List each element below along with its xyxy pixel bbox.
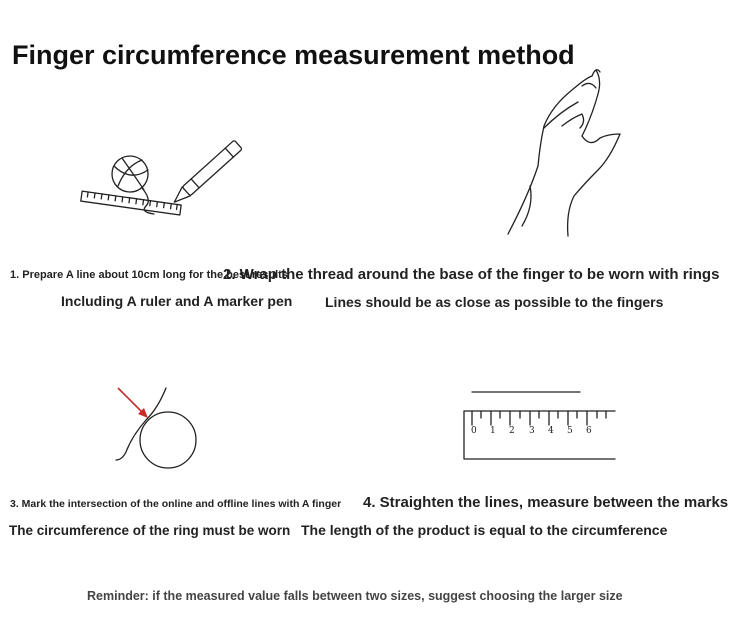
step-1-line2: Including A ruler and A marker pen — [61, 293, 293, 309]
page-title: Finger circumference measurement method — [12, 40, 575, 70]
ruler-number: 0 — [471, 426, 477, 436]
step-3-line1: 3. Mark the intersection of the online and offline lines with A finger — [10, 498, 342, 510]
ruler-number: 6 — [586, 426, 592, 436]
ruler-number: 4 — [548, 426, 554, 436]
step-1-line1: 1. Prepare A line about 10cm long for the best results — [10, 269, 288, 281]
step-4-line2: The length of the product is equal to the circumference — [301, 522, 668, 538]
ruler-number: 1 — [490, 426, 496, 436]
tools-illustration — [70, 130, 260, 230]
ruler-number: 2 — [509, 426, 515, 436]
ruler-number: 3 — [529, 426, 535, 436]
step-2-line2: Lines should be as close as possible to the fingers — [325, 294, 664, 310]
hand-illustration — [500, 66, 630, 241]
step-4-line1: 4. Straighten the lines, measure between the marks — [363, 494, 729, 511]
reminder-note: Reminder: if the measured value falls between two sizes, suggest choosing the larger size — [87, 589, 623, 603]
mark-illustration — [110, 380, 210, 480]
ruler-number: 5 — [567, 426, 573, 436]
ruler-illustration — [460, 385, 620, 465]
step-3-line2: The circumference of the ring must be worn — [9, 523, 291, 538]
step-2-line1: 2. Wrap the thread around the base of the finger to be worn with rings — [223, 266, 720, 283]
